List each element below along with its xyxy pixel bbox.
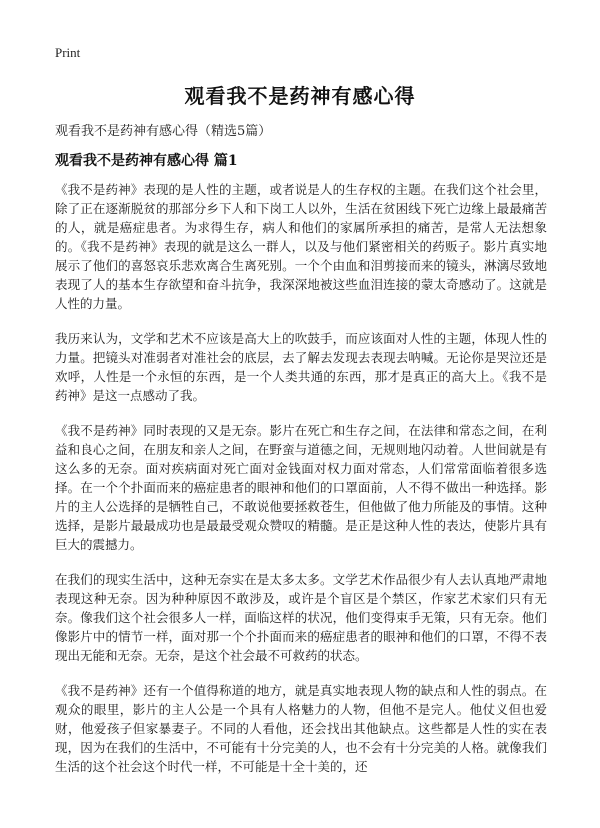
article-body — [55, 180, 547, 792]
paragraph-4: 在我们的现实生活中，这种无奈实在是太多太多。文学艺术作品很少有人去认真地严肃地表现这种无奈。因为种种原因不敢涉及，或许是个盲区是个禁区，作家艺术家们只有无奈。像我们这个社会很多人一样，面临这样的状况，他们变得束手无策，只有无奈。他们像影片中的情节一样，面对那一个个扑面而来的癌症患者的眼神和他们的口罩，不得不表现出无能和无奈。无奈，是这个社会最不可救药的状态。 — [55, 572, 547, 663]
paragraph-2: 我历来认为，文学和艺术不应该是高大上的吹鼓手，而应该面对人性的主题，体现人性的力量。把镜头对准弱者对准社会的底层，去了解去发现去表现去呐喊。无论你是哭泣还是欢呼，人性是一个永恒的东西，是一个人类共通的东西，那才是真正的高大上。《我不是药神》是这一点感动了我。 — [55, 331, 547, 403]
print-label: Print — [55, 45, 81, 60]
paragraph-3: 《我不是药神》同时表现的又是无奈。影片在死亡和生存之间，在法律和常态之间，在利益和良心之间，在朋友和亲人之间，在野蛮与道德之间，无规则地闪动着。人世间就是有这么多的无奈。面对疾病面对死亡面对金钱面对权力面对常态，人们常常面临着很多选择。在一个个扑面而来的癌症患者的眼神和他们的口罩面前，人不得不做出一种选择。影片的主人公选择的是牺牲自己，不敢说他要拯救苍生，但他做了他力所能及的事情。这种选择，是影片最最成功也是最最受观众赞叹的精髓。是正是这种人性的表达，使影片具有巨大的震撼力。 — [55, 423, 547, 552]
document-title: 观看我不是药神有感心得 — [184, 84, 416, 108]
section-heading: 观看我不是药神有感心得 篇1 — [55, 153, 238, 169]
document-subtitle: 观看我不是药神有感心得（精选5篇） — [55, 124, 272, 139]
paragraph-1: 《我不是药神》表现的是人性的主题，或者说是人的生存权的主题。在我们这个社会里，除了正在逐渐脱贫的那部分乡下人和下岗工人以外，生活在贫困线下死亡边缘上最最痛苦的人，就是癌症患者。为求得生存，病人和他们的家属所承担的痛苦，是常人无法想象的。《我不是药神》表现的就是这么一群人，以及与他们紧密相关的药贩子。影片真实地展示了他们的喜怒哀乐悲欢离合生离死别。一个个由血和泪剪接而来的镜头，淋漓尽致地表现了人的基本生存欲望和奋斗抗争，我深深地被这些血泪连接的蒙太奇感动了。这就是人性的力量。 — [55, 182, 547, 311]
paragraph-5: 《我不是药神》还有一个值得称道的地方，就是真实地表现人物的缺点和人性的弱点。在观众的眼里，影片的主人公是一个具有人格魅力的人物，但他不是完人。他仗义但也爱财，他爱孩子但家暴妻子。不同的人看他，还会找出其他缺点。这些都是人性的实在表现，因为在我们的生活中，不可能有十分完美的人，也不会有十分完美的人格。就像我们生活的这个社会这个时代一样，不可能是十全十美的，还 — [55, 683, 547, 774]
